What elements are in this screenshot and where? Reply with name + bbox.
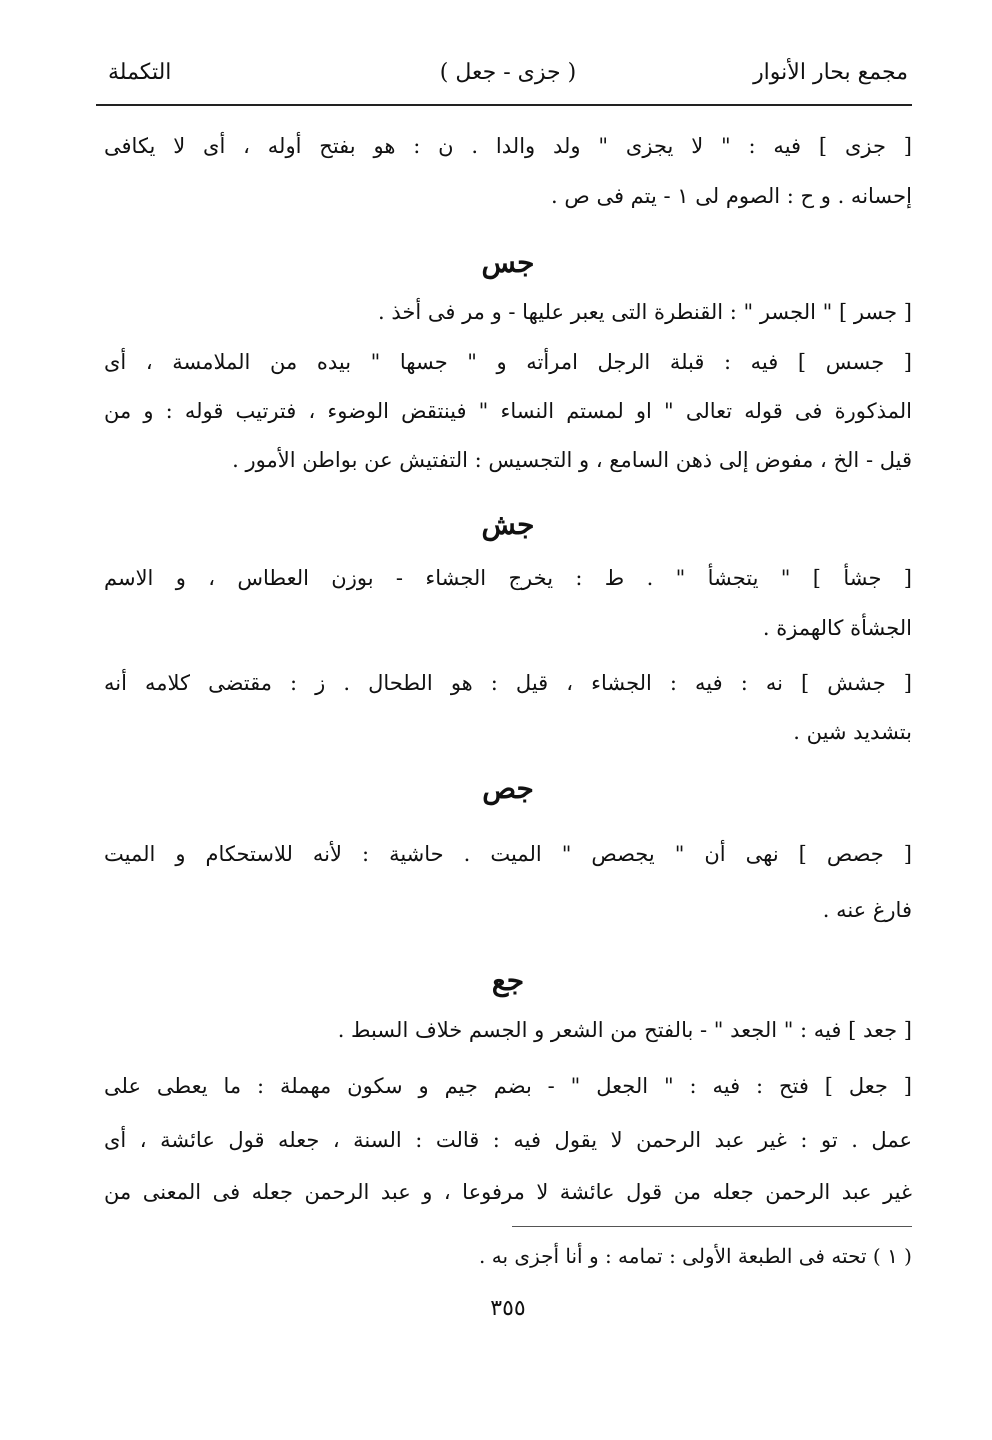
- header-rule: [96, 104, 912, 106]
- entry-line: قيل - الخ ، مفوض إلى ذهن السامع ، و التجسيس : التفتيش عن بواطن الأمور .: [232, 448, 912, 472]
- running-header: [108, 56, 908, 96]
- entry-line: فارغ عنه .: [822, 898, 912, 922]
- section-heading: جص: [482, 772, 534, 805]
- entry-line: [ جشأ ] " يتجشأ " . ط : يخرج الجشاء - بوزن العطاس ، و الاسم: [104, 566, 912, 590]
- body-line: إحسانه . و ح : الصوم لى ١ - يتم فى ص .: [551, 184, 912, 208]
- page-number: ٣٥٥: [490, 1296, 526, 1321]
- entry-line: [ جعل ] فتح : فيه : " الجعل " - بضم جيم و سكون مهملة : ما يعطى على: [104, 1074, 912, 1098]
- section-heading: جع: [491, 964, 525, 997]
- entry-line: [ جصص ] نهى أن " يجصص " الميت . حاشية : لأنه للاستحكام و الميت: [104, 842, 912, 866]
- entry-line: المذكورة فى قوله تعالى " او لمستم النساء " فينتقض الوضوء ، فترتيب قوله : و من: [104, 399, 912, 423]
- section-heading: جس: [481, 246, 535, 279]
- footnote: ( ١ ) تحته فى الطبعة الأولى : تمامه : و أنا أجزى به .: [479, 1244, 912, 1268]
- entry-line: [ جعد ] فيه : " الجعد " - بالفتح من الشعر و الجسم خلاف السبط .: [337, 1018, 912, 1042]
- part-label: التكملة: [108, 60, 172, 85]
- entry-line: [ جشش ] نه : فيه : الجشاء ، قيل : هو الطحال . ز : مقتضى كلامه أنه: [104, 671, 912, 695]
- section-heading: جش: [481, 508, 535, 541]
- body-line: [ جزى ] فيه : " لا يجزى " ولد والدا . ن : هو بفتح أوله ، أى لا يكافى: [104, 134, 912, 158]
- entry-line: [ جسس ] فيه : قبلة الرجل امرأته و " جسها " بيده من الملامسة ، أى: [104, 350, 912, 374]
- footnote-rule: [512, 1226, 912, 1227]
- entry-line: بتشديد شين .: [793, 720, 912, 744]
- book-title: مجمع بحار الأنوار: [753, 60, 908, 85]
- entry-line: عمل . تو : غير عبد الرحمن لا يقول فيه : قالت : السنة ، جعله قول عائشة ، أى: [104, 1128, 912, 1152]
- section-range: ( جزى - جعل ): [439, 60, 577, 85]
- entry-line: غير عبد الرحمن جعله من قول عائشة لا مرفوعا ، و عبد الرحمن جعله فى المعنى من: [104, 1180, 912, 1204]
- entry-line: [ جسر ] " الجسر " : القنطرة التى يعبر عليها - و مر فى أخذ .: [377, 300, 912, 324]
- entry-line: الجشأة كالهمزة .: [762, 616, 912, 640]
